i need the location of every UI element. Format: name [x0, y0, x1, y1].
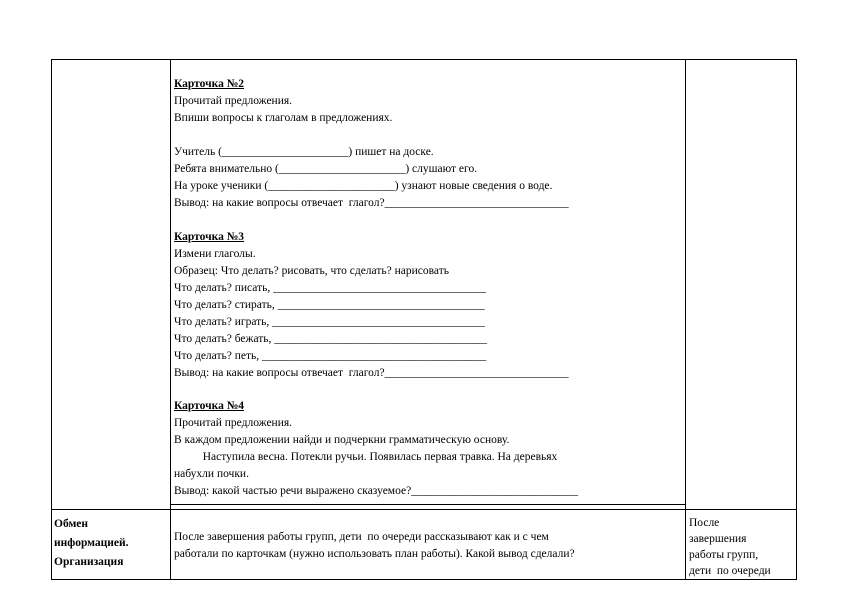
stage-name-line: Обмен: [54, 518, 89, 530]
stage-result-line: дети по очереди: [689, 565, 771, 577]
card-3-line: Что делать? стирать, ____________________________________: [174, 299, 485, 311]
col-border-1: [170, 59, 171, 580]
card-4-line: Прочитай предложения.: [174, 417, 293, 429]
card-2-line: Учитель (______________________) пишет на доске.: [174, 146, 434, 158]
card-3-line: Что делать? писать, _____________________________________: [174, 282, 486, 294]
card-2-line: Ребята внимательно (______________________) слушают его.: [174, 163, 478, 175]
stage-description-line: После завершения работы групп, дети по очереди рассказывают как и с чем: [174, 531, 549, 543]
card-2-line: Прочитай предложения.: [174, 95, 293, 107]
col-border-left: [51, 59, 52, 580]
stage-result-line: завершения: [689, 533, 747, 545]
card-4-conclusion: Вывод: какой частью речи выражено сказуемое?_____________________________: [174, 485, 578, 497]
card-2-line: На уроке ученики (______________________) узнают новые сведения о воде.: [174, 180, 553, 192]
card-4-line: набухли почки.: [174, 468, 249, 480]
card-3-title: Карточка №3: [174, 231, 244, 243]
card-3-line: Что делать? бежать, _____________________________________: [174, 333, 488, 345]
card-3-conclusion: Вывод: на какие вопросы отвечает глагол?________________________________: [174, 367, 569, 379]
card-2-line: Впиши вопросы к глаголам в предложениях.: [174, 112, 393, 124]
row-divider-inner: [170, 504, 685, 505]
stage-name-line: Организация: [54, 556, 124, 568]
card-4-line: В каждом предложении найди и подчеркни грамматическую основу.: [174, 434, 510, 446]
col-border-right: [796, 59, 797, 580]
card-3-line: Что делать? петь, _______________________________________: [174, 350, 487, 362]
card-2-conclusion: Вывод: на какие вопросы отвечает глагол?________________________________: [174, 197, 569, 209]
card-4-line: Наступила весна. Потекли ручьи. Появилась первая травка. На деревьях: [174, 451, 558, 463]
stage-description-line: работали по карточкам (нужно использовать план работы). Какой вывод сделали?: [174, 548, 575, 560]
card-3-line: Что делать? играть, _____________________________________: [174, 316, 485, 328]
stage-result-line: После: [689, 517, 720, 529]
col-border-2: [685, 59, 686, 580]
stage-result-line: работы групп,: [689, 549, 759, 561]
card-2-title: Карточка №2: [174, 78, 244, 90]
card-3-line: Образец: Что делать? рисовать, что сделать? нарисовать: [174, 265, 449, 277]
card-3-line: Измени глаголы.: [174, 248, 256, 260]
card-4-title: Карточка №4: [174, 400, 244, 412]
stage-name-line: информацией.: [54, 537, 129, 549]
